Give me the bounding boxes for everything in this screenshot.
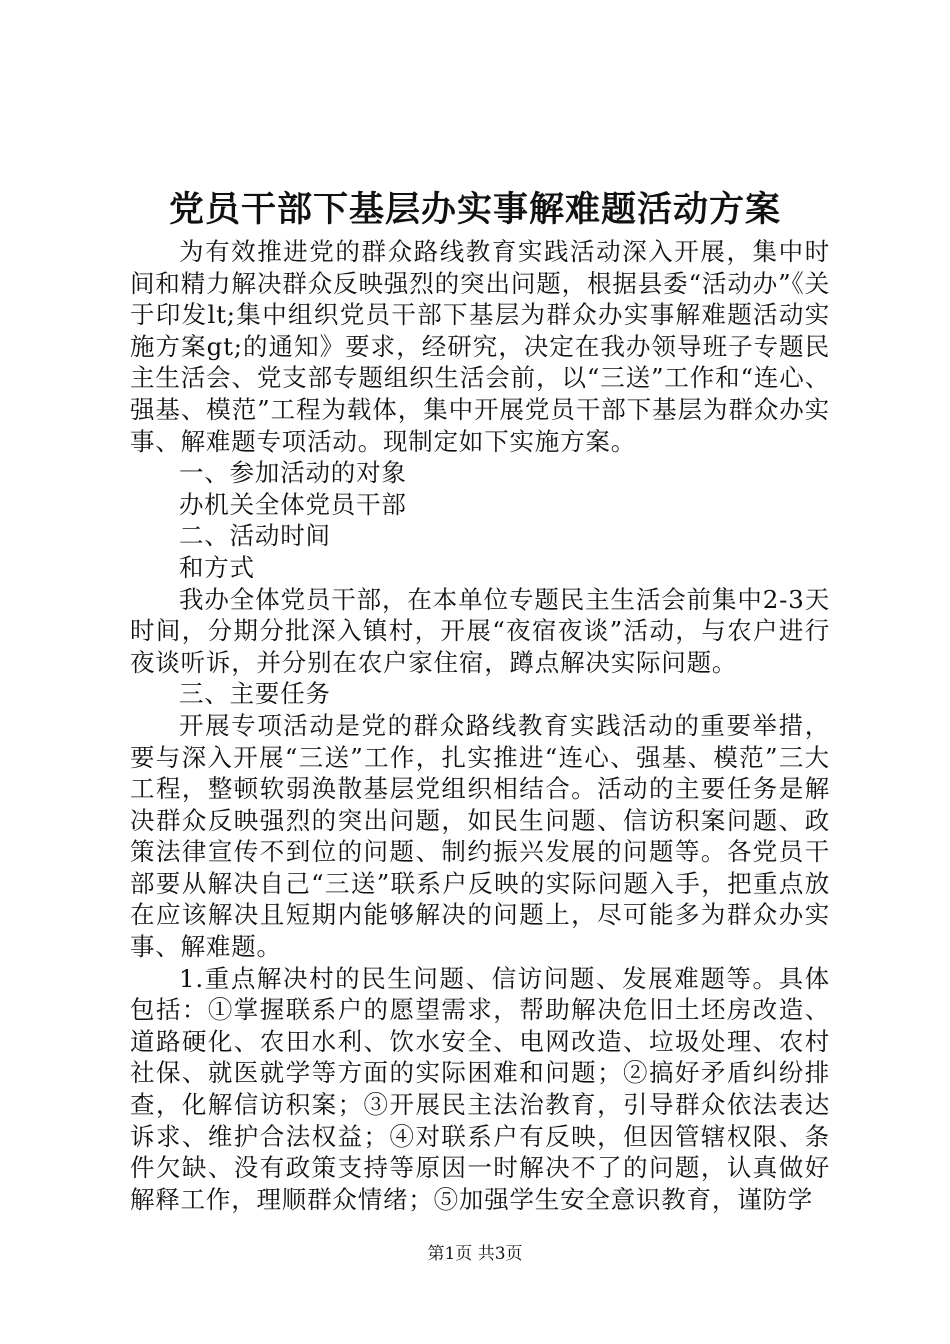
intro-paragraph: 为有效推进党的群众路线教育实践活动深入开展，集中时间和精力解决群众反映强烈的突出问题，根据县委“活动办”《关于印发lt;集中组织党员干部下基层为群众办实事解难题活动实施方案gt;的通知》要求，经研究，决定在我办领导班子专题民主生活会、党支部专题组织生活会前，以“三送”工作和“连心、强基、模范”工程为载体，集中开展党员干部下基层为群众办实事、解难题专项活动。现制定如下实施方案。 <box>130 237 830 456</box>
page-number-footer: 第1页 共3页 <box>427 1244 523 1264</box>
section-heading-method: 和方式 <box>179 552 255 582</box>
section-heading-time: 二、活动时间 <box>179 521 331 551</box>
task-item-1-paragraph: 1.重点解决村的民生问题、信访问题、发展难题等。具体包括：①掌握联系户的愿望需求，帮助解决危旧土坯房改造、道路硬化、农田水利、饮水安全、电网改造、垃圾处理、农村社保、就医就学等方面的实际困难和问题；②搞好矛盾纠纷排查，化解信访积案；③开展民主法治教育，引导群众依法表达诉求、维护合法权益；④对联系户有反映，但因管辖权限、条件欠缺、没有政策支持等原因一时解决不了的问题，认真做好解释工作，理顺群众情绪；⑤加强学生安全意识教育，谨防学 <box>130 963 830 1214</box>
section-heading-participants: 一、参加活动的对象 <box>179 458 407 488</box>
section-heading-tasks: 三、主要任务 <box>179 679 331 709</box>
participants-paragraph: 办机关全体党员干部 <box>179 489 407 519</box>
time-method-paragraph: 我办全体党员干部，在本单位专题民主生活会前集中2-3天时间，分期分批深入镇村，开展“夜宿夜谈”活动，与农户进行夜谈听诉，并分别在农户家住宿，蹲点解决实际问题。 <box>130 584 830 677</box>
tasks-paragraph: 开展专项活动是党的群众路线教育实践活动的重要举措，要与深入开展“三送”工作，扎实推进“连心、强基、模范”三大工程，整顿软弱涣散基层党组织相结合。活动的主要任务是解决群众反映强烈的突出问题，如民生问题、信访积案问题、政策法律宣传不到位的问题、制约振兴发展的问题等。各党员干部要从解决自己“三送”联系户反映的实际问题入手，把重点放在应该解决且短期内能够解决的问题上，尽可能多为群众办实事、解难题。 <box>130 710 830 962</box>
document-body <box>130 236 830 1215</box>
document-title: 党员干部下基层办实事解难题活动方案 <box>168 189 781 230</box>
